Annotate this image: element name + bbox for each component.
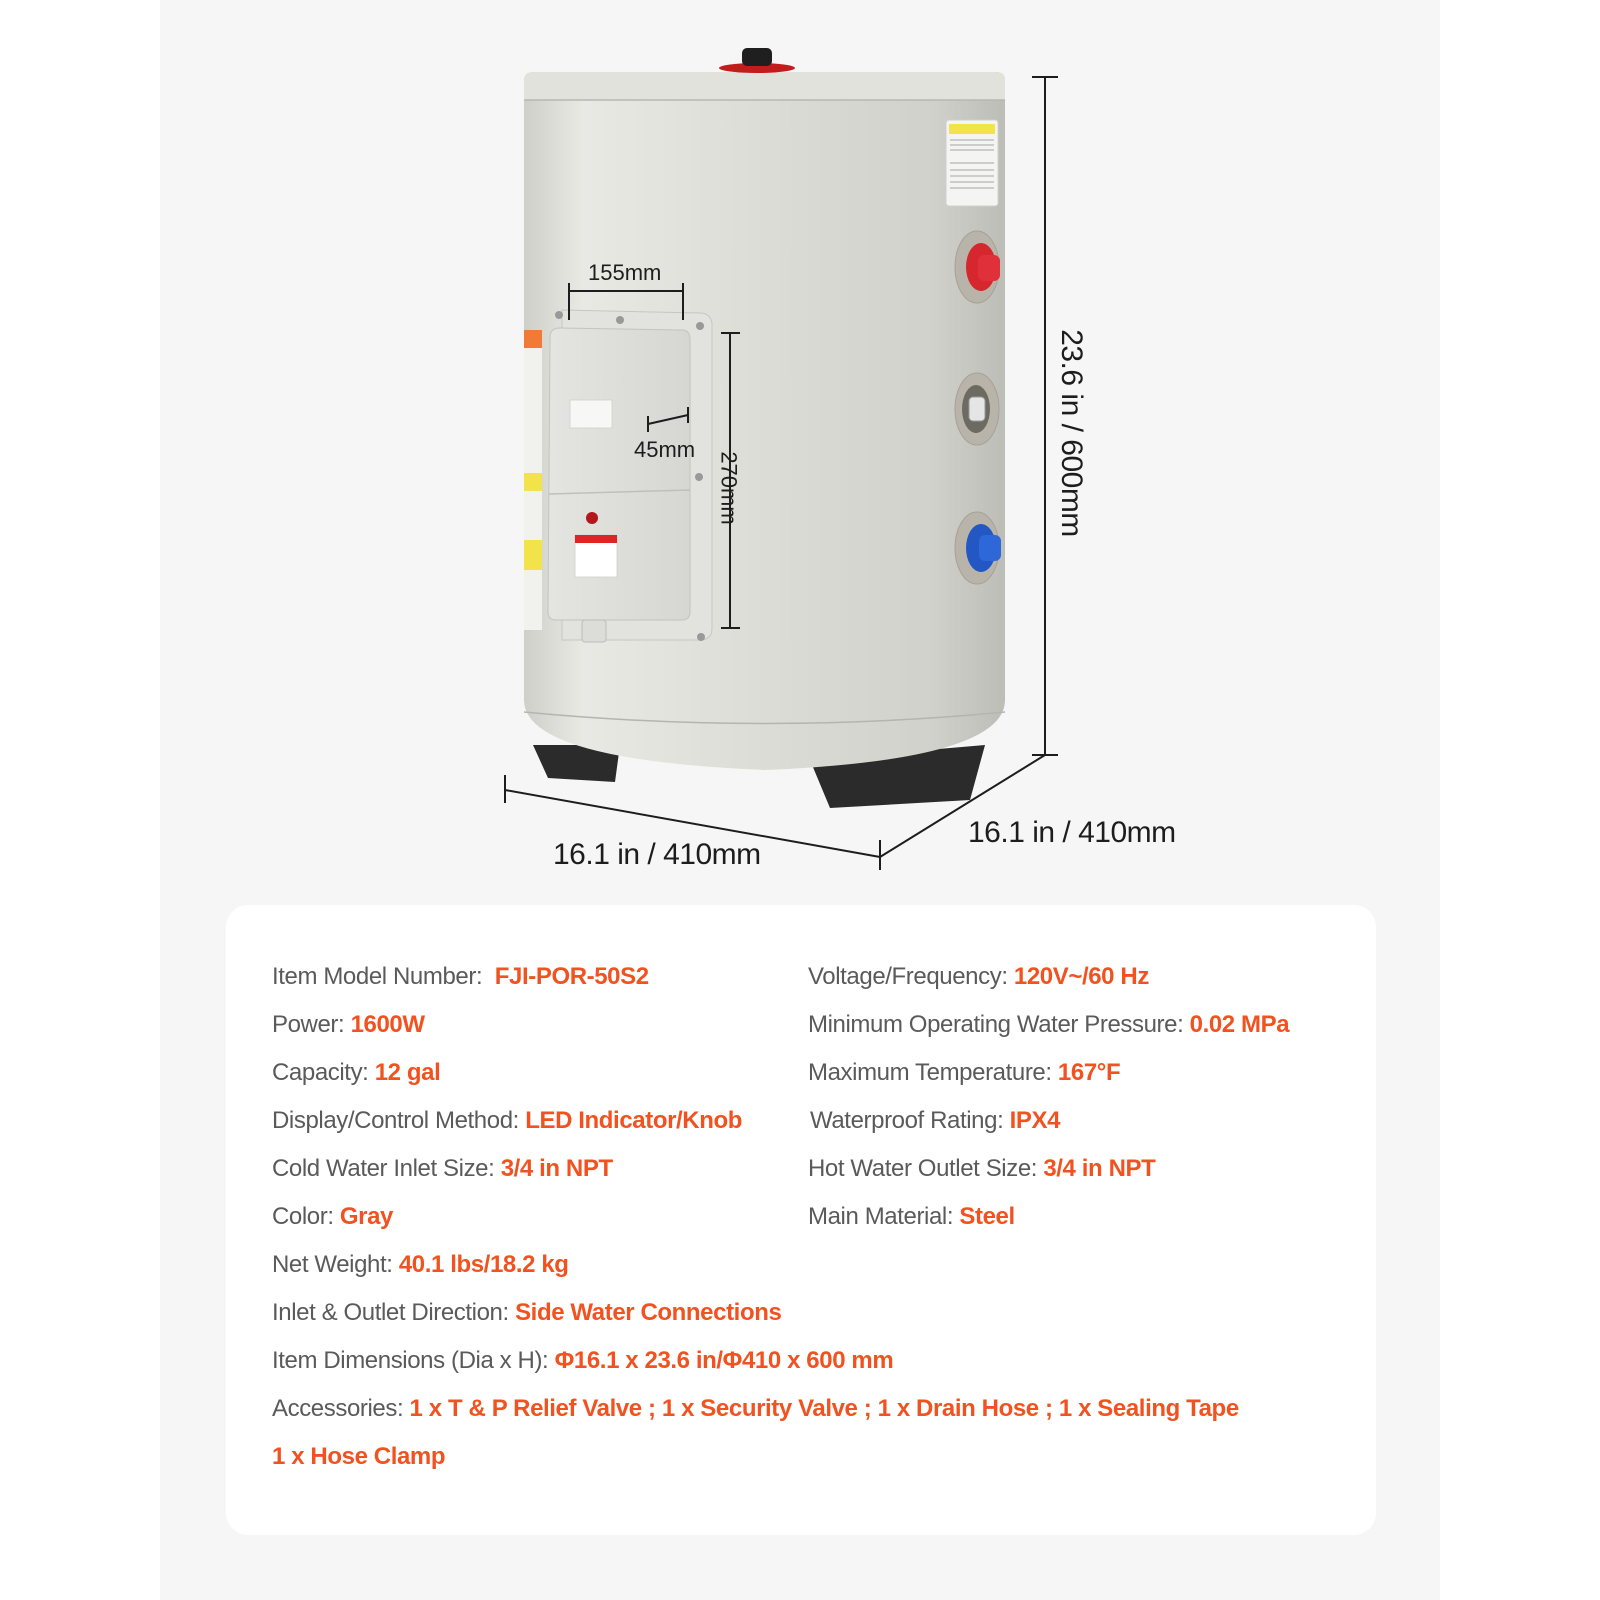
- spec-item-dimensions: Item Dimensions (Dia x H): Φ16.1 x 23.6 in/Φ410 x 600 mm: [272, 1347, 894, 1374]
- spec-waterproof-rating: Waterproof Rating: IPX4: [810, 1107, 1061, 1134]
- spec-max-temperature: Maximum Temperature: 167°F: [808, 1059, 1121, 1086]
- spec-cold-inlet: Cold Water Inlet Size: 3/4 in NPT: [272, 1155, 613, 1182]
- width-dimension-label: 16.1 in / 410mm: [968, 816, 1176, 849]
- depth-dimension-label: 16.1 in / 410mm: [553, 838, 761, 871]
- spec-voltage-frequency: Voltage/Frequency: 120V~/60 Hz: [808, 963, 1149, 990]
- spec-net-weight: Net Weight: 40.1 lbs/18.2 kg: [272, 1251, 569, 1278]
- specs-card: [226, 905, 1376, 1535]
- control-box-height-label: 270mm: [716, 451, 742, 525]
- spec-inlet-outlet-direction: Inlet & Outlet Direction: Side Water Connections: [272, 1299, 782, 1326]
- spec-color: Color: Gray: [272, 1203, 394, 1230]
- spec-main-material: Main Material: Steel: [808, 1203, 1015, 1230]
- spec-power: Power: 1600W: [272, 1011, 425, 1038]
- spec-min-pressure: Minimum Operating Water Pressure: 0.02 MPa: [808, 1011, 1290, 1038]
- control-box-width-label: 155mm: [588, 260, 662, 285]
- spec-control-method: Display/Control Method: LED Indicator/Knob: [272, 1107, 742, 1134]
- spec-accessories-continued: 1 x Hose Clamp: [272, 1443, 446, 1470]
- spec-model-number: Item Model Number: FJI-POR-50S2: [272, 963, 649, 990]
- spec-accessories: Accessories: 1 x T & P Relief Valve ; 1 x Security Valve ; 1 x Drain Hose ; 1 x Sealing Tape: [272, 1395, 1239, 1422]
- height-dimension-label: 23.6 in / 600mm: [1054, 329, 1088, 537]
- spec-hot-outlet: Hot Water Outlet Size: 3/4 in NPT: [808, 1155, 1156, 1182]
- spec-capacity: Capacity: 12 gal: [272, 1059, 441, 1086]
- control-box-depth-label: 45mm: [634, 437, 696, 462]
